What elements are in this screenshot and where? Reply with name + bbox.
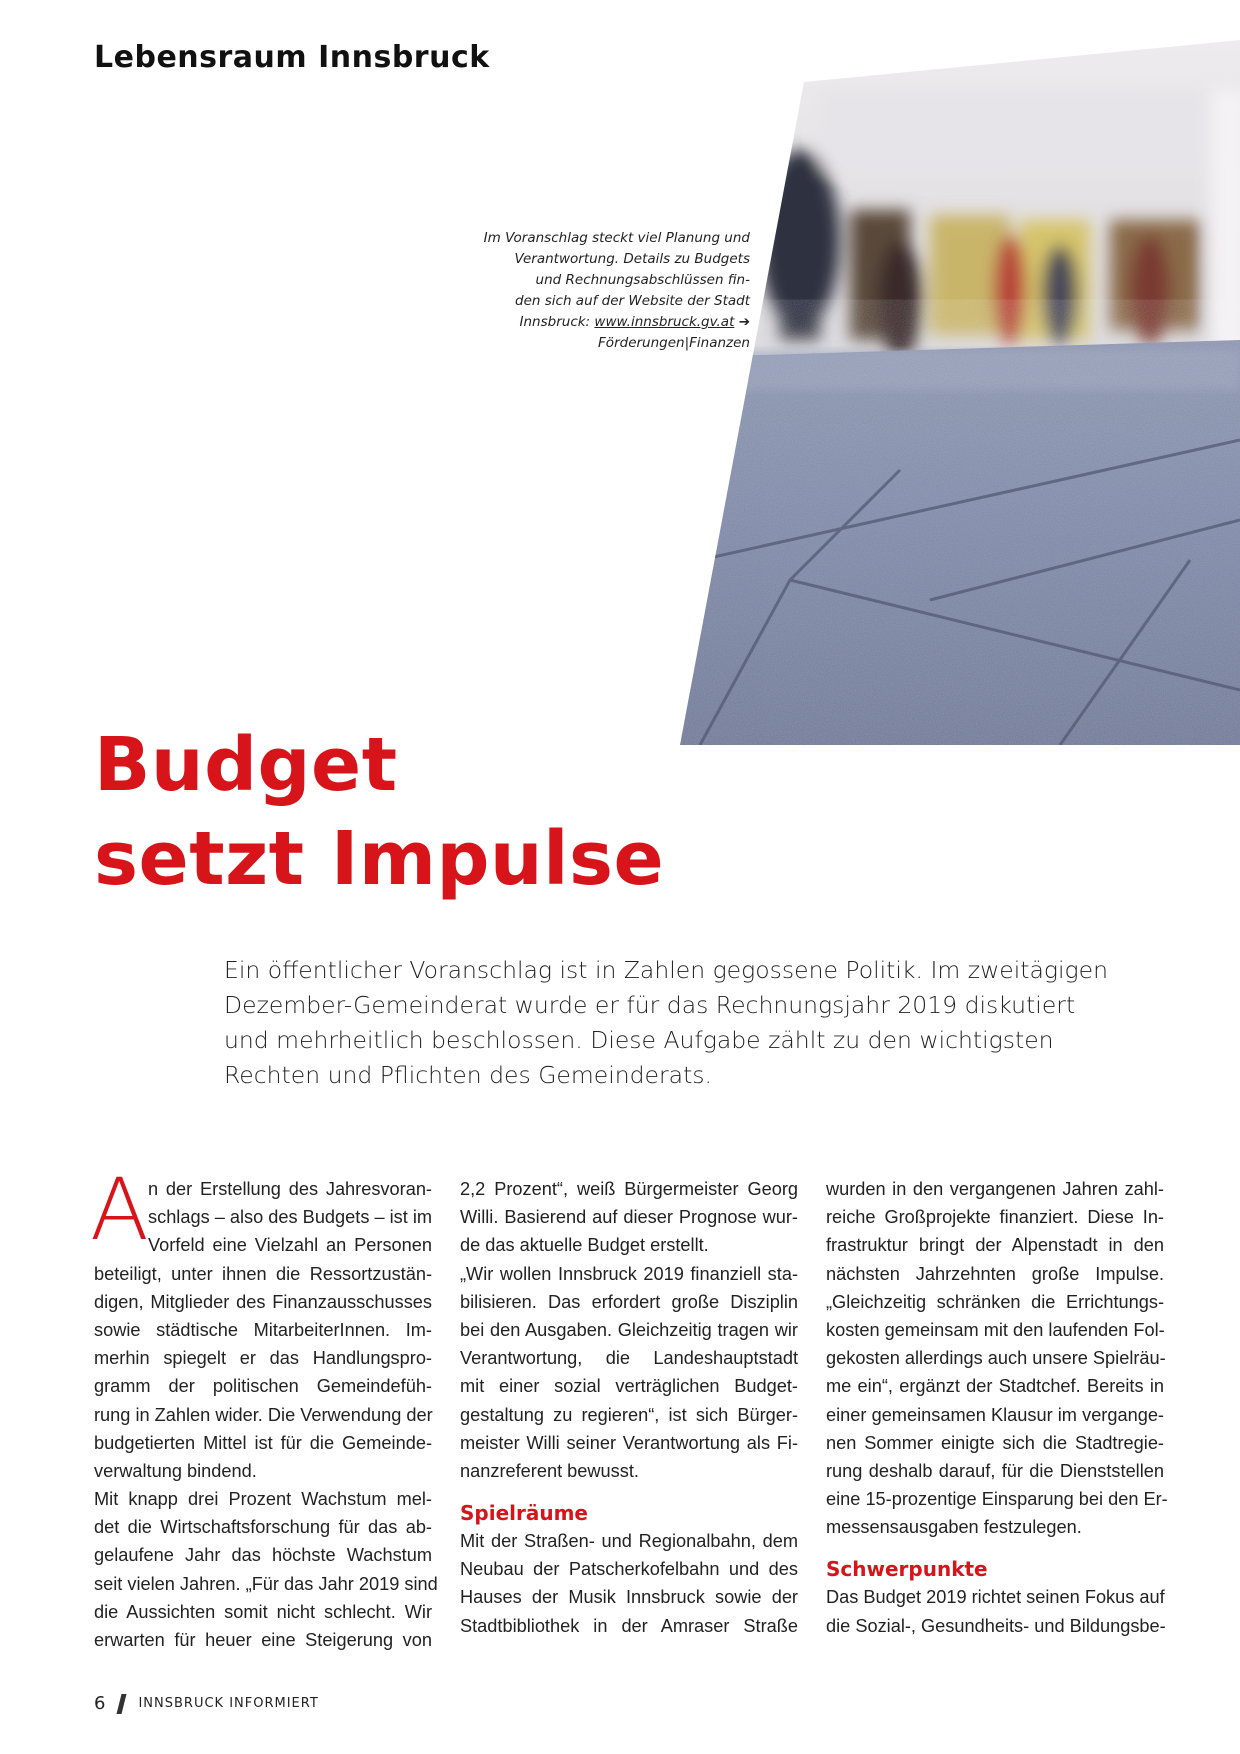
body-line: Das Budget 2019 richtet seinen Fokus auf	[826, 1587, 1165, 1608]
body-line: sowie städtische MitarbeiterInnen. Im-	[94, 1319, 432, 1340]
body-line: rung in Zahlen wider. Die Verwendung der	[94, 1404, 433, 1425]
body-line: bei den Ausgaben. Gleichzeitig tragen wir	[460, 1319, 798, 1340]
caption-line: Verantwortung. Details zu Budgets	[514, 251, 750, 267]
body-line: „Gleichzeitig schränken die Errichtungs-	[826, 1291, 1164, 1312]
body-line: kosten gemeinsam mit den laufenden Fol-	[826, 1319, 1165, 1340]
section-title: Lebensraum Innsbruck	[94, 40, 490, 75]
body-line: n der Erstellung des Jahresvoran-	[148, 1179, 432, 1199]
body-line: digen, Mitglieder des Finanzausschusses	[94, 1291, 432, 1312]
body-line: schlags – also des Budgets – ist im	[148, 1207, 433, 1228]
body-line: Verantwortung, die Landeshauptstadt	[460, 1348, 798, 1369]
body-line: Mit der Straßen- und Regionalbahn, dem	[460, 1531, 798, 1552]
lead-line: Ein öffentlicher Voranschlag ist in Zahlen gegossene Politik. Im zweitägigen	[224, 956, 1108, 984]
caption-line: den sich auf der Website der Stadt	[515, 293, 750, 309]
body-line: verwaltung bindend.	[94, 1460, 257, 1481]
body-line: gekosten allerdings auch unsere Spielräu-	[826, 1348, 1166, 1369]
caption-line: und Rechnungsabschlüssen fin-	[535, 272, 750, 288]
body-line: wurden in den vergangenen Jahren zahl-	[826, 1179, 1164, 1199]
body-line: eine 15-prozentige Einsparung bei den Er-	[826, 1489, 1168, 1510]
body-line: Willi. Basierend auf dieser Prognose wur-	[460, 1207, 798, 1228]
article-column-3	[826, 1175, 1168, 1640]
body-line: nanzreferent bewusst.	[460, 1460, 639, 1481]
body-line: frastruktur bringt der Alpenstadt in den	[826, 1235, 1164, 1256]
body-line: einer gemeinsamen Klausur im vergange-	[826, 1404, 1164, 1425]
body-line: seit vielen Jahren. „Für das Jahr 2019 sind	[94, 1573, 438, 1594]
website-link[interactable]: www.innsbruck.gv.at	[594, 314, 735, 330]
body-line: bilisieren. Das erfordert große Disziplin	[460, 1291, 798, 1312]
subheading-spielraeume: Spielräume	[460, 1501, 588, 1526]
subheading-schwerpunkte: Schwerpunkte	[826, 1557, 988, 1582]
body-line: gestaltung zu regieren“, ist sich Bürger-	[460, 1404, 798, 1425]
lead-line: Rechten und Pflichten des Gemeinderats.	[224, 1061, 713, 1089]
body-line: mit einer sozial verträglichen Budget-	[460, 1376, 798, 1397]
lead-paragraph	[224, 953, 1108, 1093]
article-column-2	[460, 1175, 798, 1640]
street-pavement-photo	[0, 0, 1240, 745]
slash-divider-icon	[117, 1694, 127, 1714]
body-line: 2,2 Prozent“, weiß Bürgermeister Georg	[460, 1179, 798, 1199]
caption-path: Förderungen|Finanzen	[598, 335, 750, 351]
body-line: rung deshalb darauf, für die Dienststellen	[826, 1460, 1164, 1481]
body-line: erwarten für heuer eine Steigerung von	[94, 1630, 432, 1650]
caption-prefix: Innsbruck:	[519, 314, 595, 330]
body-line: beteiligt, unter ihnen die Ressortzustän-	[94, 1263, 432, 1284]
caption-line	[450, 312, 750, 333]
body-line: nächsten Jahrzehnten große Impulse.	[826, 1263, 1164, 1284]
publication-name: INNSBRUCK INFORMIERT	[138, 1696, 319, 1711]
body-line: budgetierten Mittel ist für die Gemeinde-	[94, 1432, 432, 1453]
body-line: me ein“, ergänzt der Stadtchef. Bereits in	[826, 1376, 1164, 1397]
photo-caption	[450, 228, 750, 354]
body-line: Mit knapp drei Prozent Wachstum mel-	[94, 1489, 432, 1510]
body-line: de das aktuelle Budget erstellt.	[460, 1235, 709, 1256]
body-line: gramm der politischen Gemeindefüh-	[94, 1376, 432, 1397]
drop-cap: A	[90, 1160, 149, 1260]
body-line: die Sozial-, Gesundheits- und Bildungsbe-	[826, 1615, 1166, 1636]
page-footer	[94, 1693, 319, 1714]
article-column-1	[90, 1160, 438, 1654]
body-line: die Aussichten somit nicht schlecht. Wir	[94, 1601, 432, 1622]
caption-line: Im Voranschlag steckt viel Planung und	[483, 230, 750, 246]
body-line: Hauses der Musik Innsbruck sowie der	[460, 1587, 798, 1608]
lead-line: und mehrheitlich beschlossen. Diese Aufgabe zählt zu den wichtigsten	[224, 1026, 1054, 1054]
page-number: 6	[94, 1693, 106, 1714]
arrow-right-icon: ➔	[738, 314, 750, 330]
body-line: „Wir wollen Innsbruck 2019 finanziell sta-	[460, 1263, 798, 1284]
headline-line-2: setzt Impulse	[94, 816, 665, 902]
headline-line-1: Budget	[94, 722, 398, 808]
body-line: Neubau der Patscherkofelbahn und des	[460, 1559, 798, 1580]
body-line: Vorfeld eine Vielzahl an Personen	[148, 1235, 432, 1256]
body-line: merhin spiegelt er das Handlungspro-	[94, 1348, 432, 1369]
body-line: reiche Großprojekte finanziert. Diese In-	[826, 1207, 1164, 1228]
body-line: nen Sommer einigte sich die Stadtregie-	[826, 1432, 1164, 1453]
lead-line: Dezember-Gemeinderat wurde er für das Rechnungsjahr 2019 diskutiert	[224, 991, 1076, 1019]
body-line: det die Wirtschaftsforschung für das ab-	[94, 1517, 432, 1538]
body-line: gelaufene Jahr das höchste Wachstum	[94, 1545, 432, 1566]
body-line: messensausgaben festzulegen.	[826, 1517, 1082, 1538]
headline	[94, 718, 664, 906]
body-line: meister Willi seiner Verantwortung als Fi-	[460, 1432, 798, 1453]
body-line: Stadtbibliothek in der Amraser Straße	[460, 1615, 798, 1636]
